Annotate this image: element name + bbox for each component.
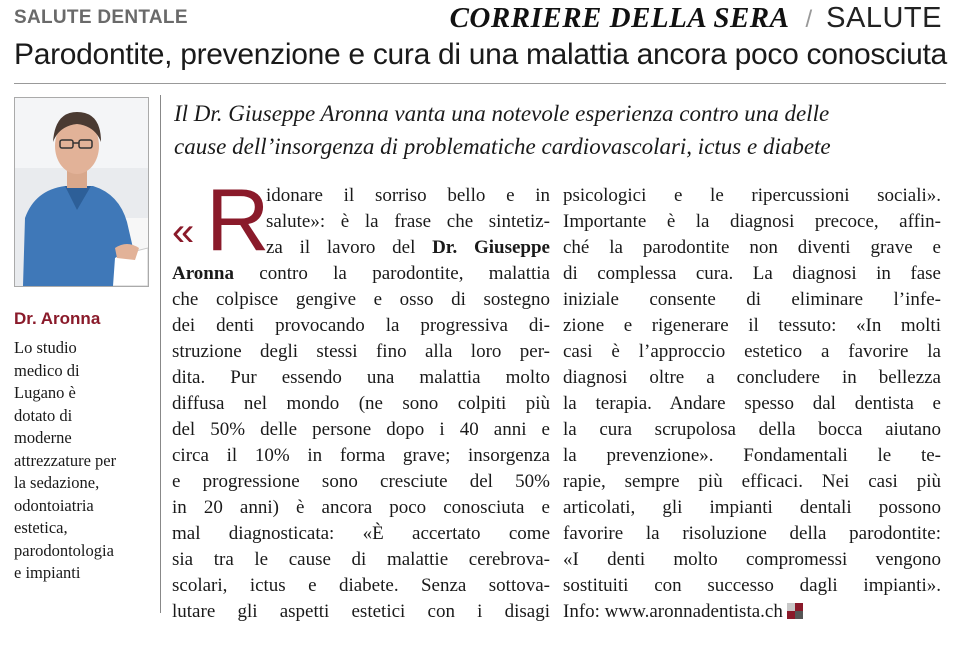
text-line: diffusa nel mondo (ne sono colpiti più xyxy=(172,393,550,414)
text-line: dei denti provocando la progressiva di- xyxy=(172,315,550,336)
caption-line: e impianti xyxy=(14,563,81,582)
article-subtitle xyxy=(174,97,934,163)
caption-line: Lo studio xyxy=(14,338,77,357)
text-line: rapie, sempre più efficaci. Nei casi più xyxy=(563,471,941,492)
text-line: favorire la risoluzione della parodontite: xyxy=(563,523,941,544)
section-label: SALUTE DENTALE xyxy=(14,7,188,28)
end-of-article-squares-icon xyxy=(787,603,803,619)
sidebar-caption xyxy=(14,337,154,585)
doctor-portrait-image xyxy=(15,98,148,286)
text-run: za il lavoro del xyxy=(266,237,433,258)
info-line xyxy=(563,599,941,625)
text-line: «I denti molto compromessi vengono xyxy=(563,549,941,570)
text-line: scolari, ictus e diabete. Senza sottova- xyxy=(172,575,550,596)
doctor-photo xyxy=(14,97,149,287)
text-run: contro la parodontite, malattia xyxy=(233,263,550,284)
opening-quote-mark: « xyxy=(172,210,195,254)
caption-line: la sedazione, xyxy=(14,473,100,492)
article-column-1 xyxy=(172,183,550,625)
caption-line: parodontologia xyxy=(14,540,114,560)
doctor-name-bold: Dr. Giuseppe xyxy=(432,237,550,258)
subtitle-line: Il Dr. Giuseppe Aronna vanta una notevole esperienza contro una delle xyxy=(174,101,830,126)
text-line: casi è l’approccio estetico a favorire la xyxy=(563,341,941,362)
masthead-section: SALUTE xyxy=(826,2,942,34)
masthead xyxy=(450,2,942,35)
article-column-2 xyxy=(563,183,941,625)
text-line: salute»: è la frase che sintetiz- xyxy=(266,211,550,232)
caption-line: medico di xyxy=(14,360,80,380)
text-line: la prevenzione». Fondamentali le te- xyxy=(563,445,941,466)
header-divider xyxy=(14,83,946,84)
text-line: Importante è la diagnosi precoce, affin- xyxy=(563,211,941,232)
text-line: iniziale consente di eliminare l’infe- xyxy=(563,289,941,310)
text-line: struzione degli stessi fino alla loro per- xyxy=(172,341,550,362)
article-headline: Parodontite, prevenzione e cura di una malattia ancora poco conosciuta xyxy=(14,38,947,71)
text-line: diagnosi oltre a concludere in bellezza xyxy=(563,367,941,388)
text-line: di complessa cura. La diagnosi in fase xyxy=(563,263,941,284)
sidebar-doctor-name: Dr. Aronna xyxy=(14,309,101,328)
drop-cap: R xyxy=(206,170,270,269)
caption-line: Lugano è xyxy=(14,383,76,402)
caption-line: dotato di xyxy=(14,405,73,425)
text-line xyxy=(172,235,550,261)
text-line xyxy=(172,261,550,287)
text-line: che colpisce gengive e osso di sostegno xyxy=(172,289,550,310)
masthead-separator: / xyxy=(805,6,813,33)
text-line: circa il 10% in forma grave; insorgenza xyxy=(172,445,550,466)
sidebar-divider xyxy=(160,95,161,613)
text-line: sia tra le cause di malattie cerebrova- xyxy=(172,549,550,570)
text-line: la cura scrupolosa della bocca aiutano xyxy=(563,419,941,440)
text-line: e progressione sono cresciute del 50% xyxy=(172,471,550,492)
caption-line: odontoiatria xyxy=(14,495,94,515)
text-line: dita. Pur essendo una malattia molto xyxy=(172,367,550,388)
text-line: articolati, gli impianti dentali possono xyxy=(563,497,941,518)
subtitle-line: cause dell’insorgenza di problematiche cardiovascolari, ictus e diabete xyxy=(174,134,831,159)
newspaper-name: CORRIERE DELLA SERA xyxy=(449,2,790,34)
text-line: del 50% delle persone dopo i 40 anni e xyxy=(172,419,550,440)
text-line: ché la parodontite non diventi grave e xyxy=(563,237,941,258)
text-line: zione e rigenerare il tessuto: «In molti xyxy=(563,315,941,336)
caption-line: estetica, xyxy=(14,518,68,537)
doctor-surname-bold: Aronna xyxy=(172,263,234,284)
text-line: idonare il sorriso bello e in xyxy=(266,185,550,206)
text-line: lutare gli aspetti estetici con i disagi xyxy=(172,601,550,622)
caption-line: moderne xyxy=(14,428,72,447)
text-line: sostituiti con successo dagli impianti». xyxy=(563,575,941,596)
info-website[interactable]: Info: www.aronnadentista.ch xyxy=(563,601,783,622)
text-line: psicologici e le ripercussioni sociali». xyxy=(563,185,941,206)
text-line: in 20 anni) è ancora poco conosciuta e xyxy=(172,497,550,518)
caption-line: attrezzature per xyxy=(14,450,117,470)
text-line: mal diagnosticata: «È accertato come xyxy=(172,523,550,544)
text-line: la terapia. Andare spesso dal dentista e xyxy=(563,393,941,414)
